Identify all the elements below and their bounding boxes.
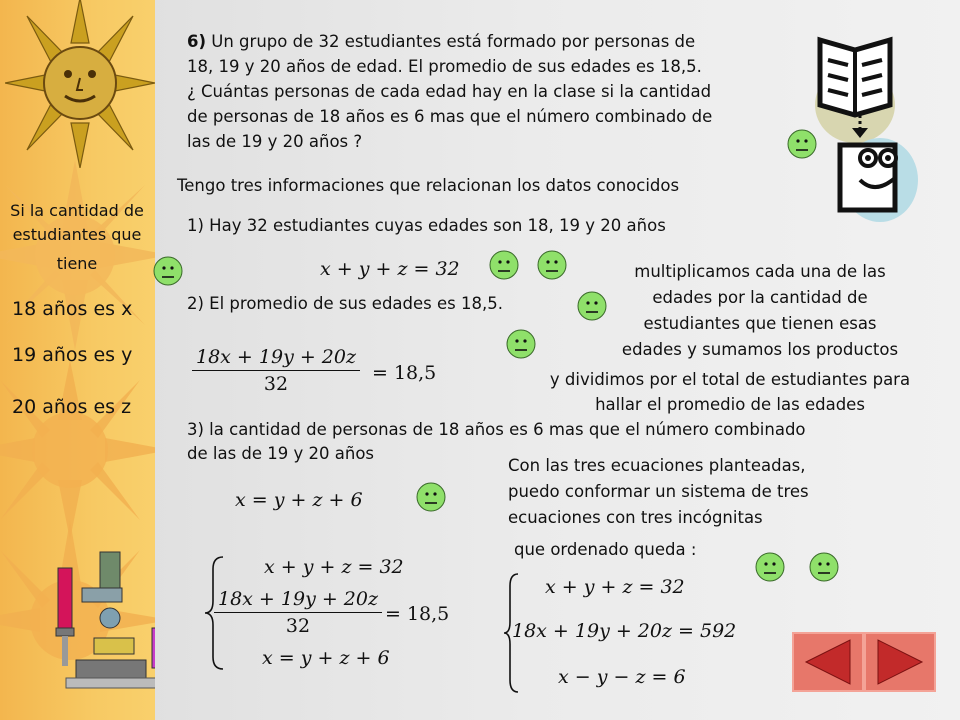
problem-line: 18, 19 y 20 años de edad. El promedio de sus edades es 18,5. — [187, 57, 702, 76]
sun-shape-icon — [0, 360, 155, 540]
smiley-icon — [755, 552, 785, 582]
smiley-icon — [506, 329, 536, 359]
sun-face-icon — [5, 0, 155, 168]
variable-y-label: 19 años es y — [12, 344, 133, 366]
sidebar-intro-line: estudiantes que — [12, 225, 142, 244]
explanation-line: estudiantes que tienen esas — [643, 314, 877, 333]
smiley-icon — [153, 256, 183, 286]
smiley-icon — [577, 291, 607, 321]
equation-2-rhs: = 18,5 — [372, 362, 437, 384]
system-1-equation-2-rhs: = 18,5 — [385, 603, 450, 625]
system-1-equation-2-numerator: 18x + 19y + 20z — [214, 588, 382, 613]
equation-3: x = y + z + 6 — [235, 489, 363, 511]
system-1-equation-3: x = y + z + 6 — [262, 647, 390, 669]
system-1-equation-1: x + y + z = 32 — [264, 556, 404, 578]
robot-machine-icon — [52, 548, 155, 690]
system-2-equation-2: 18x + 19y + 20z = 592 — [512, 620, 737, 642]
explanation-line: hallar el promedio de las edades — [595, 395, 865, 414]
sidebar-intro-line: Si la cantidad de — [10, 201, 144, 220]
equation-2-numerator: 18x + 19y + 20z — [192, 346, 360, 371]
smiley-icon — [489, 250, 519, 280]
equation-2-denominator: 32 — [263, 373, 289, 395]
arrow-right-icon — [864, 632, 936, 692]
smiley-icon — [787, 129, 817, 159]
smiley-icon — [809, 552, 839, 582]
explanation-line: multiplicamos cada una de las — [634, 262, 886, 281]
explanation-line: edades y sumamos los productos — [621, 340, 899, 359]
explanation-line: y dividimos por el total de estudiantes para — [549, 370, 911, 389]
system-1-equation-2-fraction — [214, 588, 382, 637]
equation-1: x + y + z = 32 — [320, 258, 460, 280]
item-3: 3) la cantidad de personas de 18 años es 6 mas que el número combinado — [187, 420, 806, 439]
system-intro-line: puedo conformar un sistema de tres — [508, 482, 809, 501]
reading-student-icon — [800, 20, 920, 230]
problem-line: de personas de 18 años es 6 mas que el número combinado de — [187, 107, 713, 126]
problem-line: ¿ Cuántas personas de cada edad hay en la clase si la cantidad — [187, 82, 712, 101]
explanation-line: edades por la cantidad de — [652, 288, 868, 307]
problem-number: 6) — [187, 32, 207, 51]
system-2-equation-3: x − y − z = 6 — [558, 666, 686, 688]
system-intro-line: Con las tres ecuaciones planteadas, — [508, 456, 806, 475]
item-1: 1) Hay 32 estudiantes cuyas edades son 18, 19 y 20 años — [187, 216, 666, 235]
decorative-sidebar — [0, 0, 155, 720]
sidebar-intro-line: tiene — [56, 254, 98, 273]
variable-z-label: 20 años es z — [12, 396, 132, 418]
item-3: de las de 19 y 20 años — [187, 444, 375, 463]
equation-2-fraction — [192, 346, 360, 395]
smiley-icon — [416, 482, 446, 512]
item-2: 2) El promedio de sus edades es 18,5. — [187, 294, 503, 313]
problem-line: 6) Un grupo de 32 estudiantes está formado por personas de — [187, 32, 696, 51]
problem-line: las de 19 y 20 años ? — [187, 132, 363, 151]
system-1-equation-2-denominator: 32 — [285, 615, 311, 637]
next-slide-button[interactable] — [864, 632, 936, 692]
previous-slide-button[interactable] — [792, 632, 864, 692]
arrow-left-icon — [792, 632, 864, 692]
variable-x-label: 18 años es x — [12, 298, 133, 320]
system-2-equation-1: x + y + z = 32 — [545, 576, 685, 598]
ordered-label: que ordenado queda : — [514, 540, 697, 559]
smiley-icon — [537, 250, 567, 280]
system-intro-line: ecuaciones con tres incógnitas — [508, 508, 763, 527]
info-title: Tengo tres informaciones que relacionan los datos conocidos — [177, 176, 680, 195]
